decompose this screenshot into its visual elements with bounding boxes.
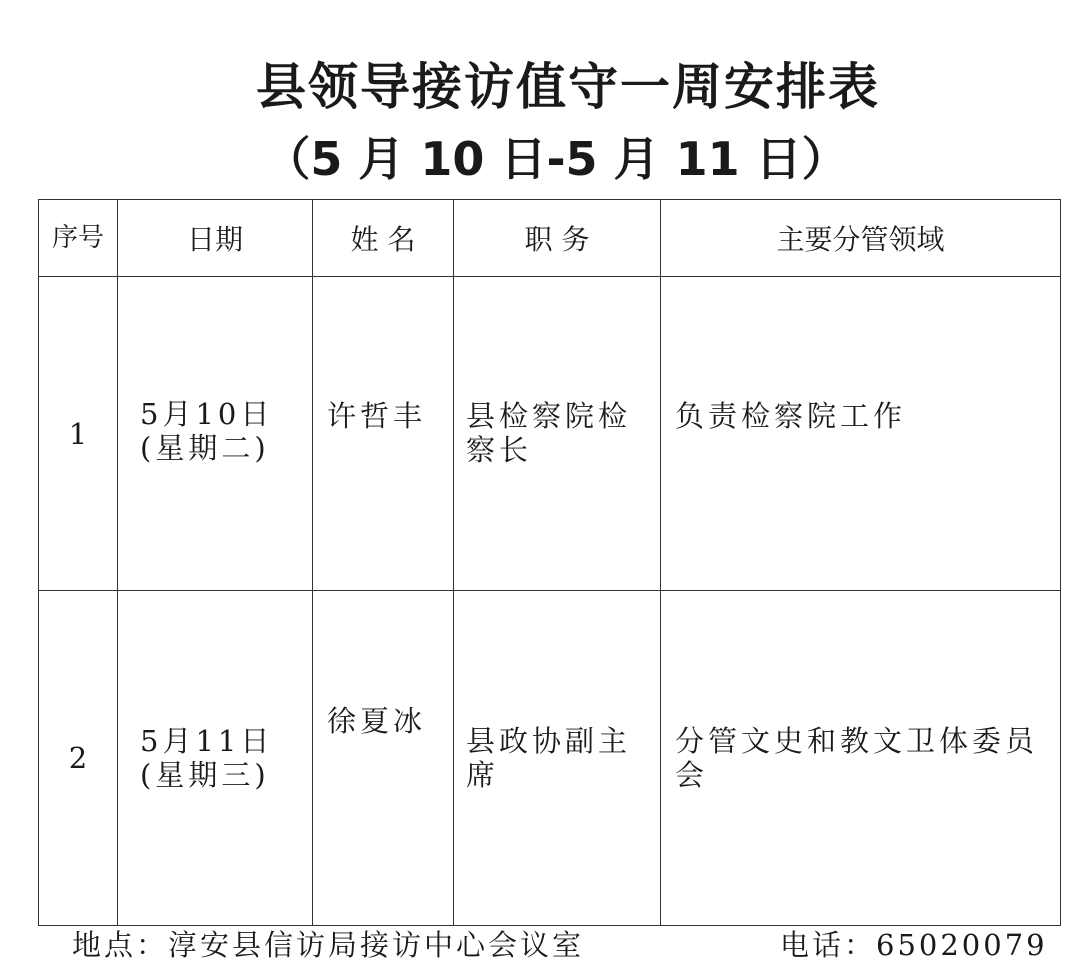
row-date-weekday: (星期二) [140, 431, 270, 465]
header-area: 主要分管领域 [661, 200, 1061, 277]
row-area-text: 分管文史和教文卫体委员会 [675, 724, 1039, 792]
table-row [39, 591, 1061, 926]
row-area [661, 591, 1061, 926]
row-area [661, 277, 1061, 591]
row-date-day: 5月10日 [140, 397, 274, 431]
document-title: 县领导接访值守一周安排表 [256, 58, 880, 116]
row-name-text: 徐夏冰 [327, 704, 427, 738]
row-name-text: 许哲丰 [327, 399, 427, 433]
row-date-weekday: (星期三) [140, 758, 270, 792]
row-date [118, 277, 313, 591]
row-date-day: 5月11日 [140, 724, 274, 758]
row-position [454, 591, 661, 926]
header-position: 职 务 [454, 200, 661, 277]
row-area-text: 负责检察院工作 [675, 399, 907, 433]
header-seq: 序号 [39, 200, 118, 277]
duty-schedule-table [38, 199, 1061, 926]
header-row [39, 200, 1061, 277]
table-row [39, 277, 1061, 591]
row-position-text: 县检察院检察长 [466, 399, 632, 467]
row-seq: 2 [39, 591, 118, 926]
row-name [313, 591, 454, 926]
date-range-subtitle: （5 月 10 日-5 月 11 日） [264, 132, 848, 186]
row-position [454, 277, 661, 591]
row-position-text: 县政协副主席 [466, 724, 632, 792]
header-date: 日期 [118, 200, 313, 277]
row-name [313, 277, 454, 591]
phone-note: 电话：65020079 [780, 928, 1048, 962]
location-note: 地点：淳安县信访局接访中心会议室 [72, 928, 585, 962]
row-seq: 1 [39, 277, 118, 591]
header-name: 姓 名 [313, 200, 454, 277]
row-date [118, 591, 313, 926]
